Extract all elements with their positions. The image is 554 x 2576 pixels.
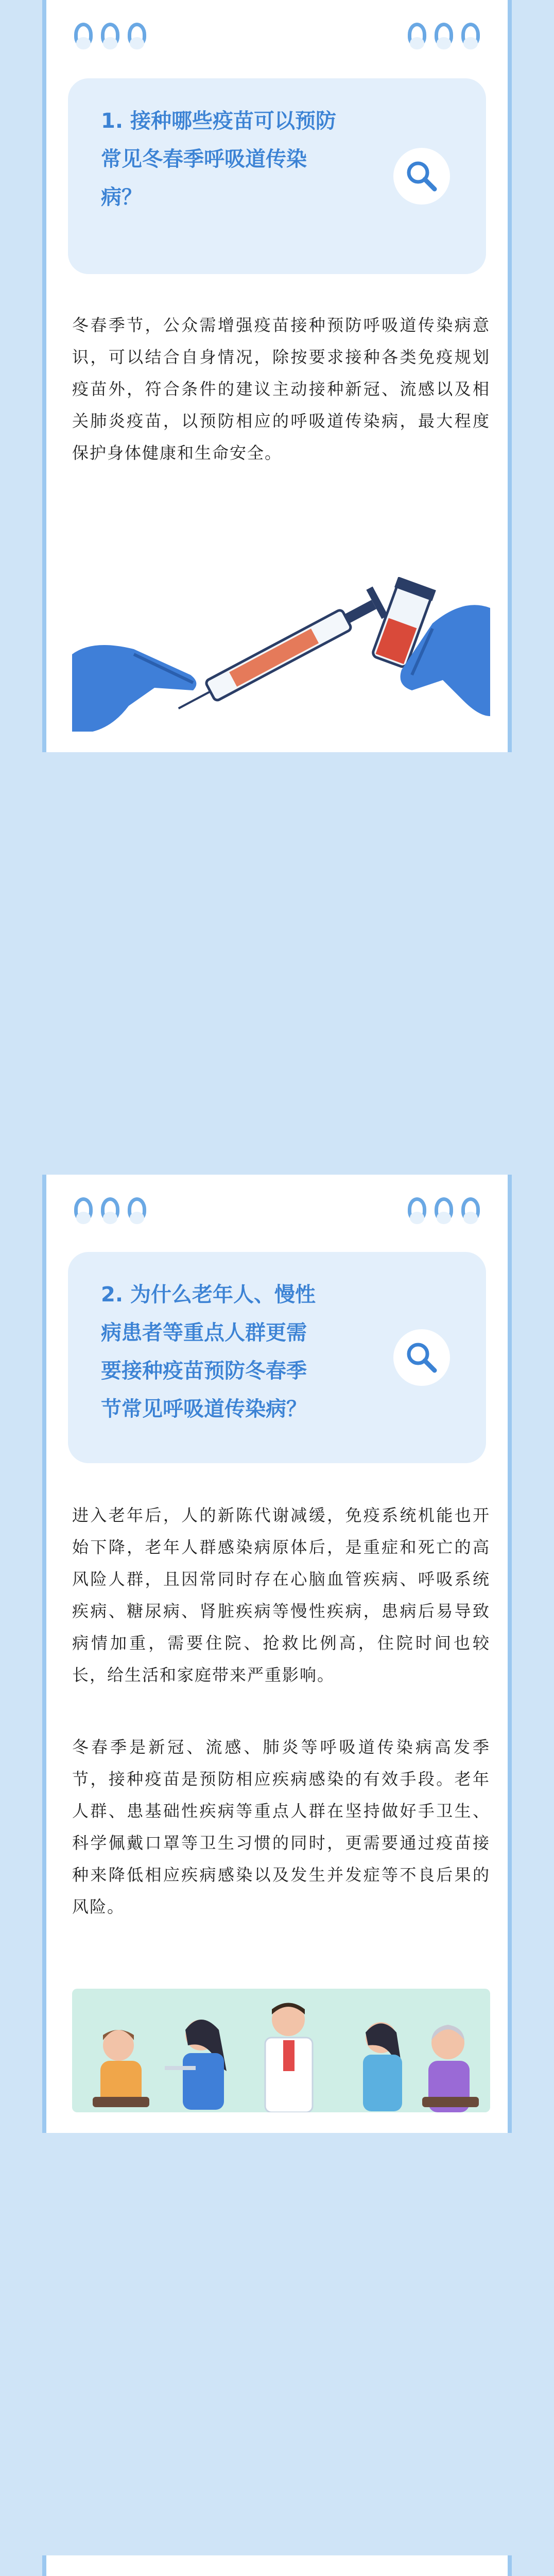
vaccine-syringe-illustration [72, 577, 490, 732]
paragraph-2-2: 冬春季是新冠、流感、肺炎等呼吸道传染病高发季节，接种疫苗是预防相应疾病感染的有效手段。老年人群、患基础性疾病等重点人群在坚持做好手卫生、科学佩戴口罩等卫生习惯的同时，更需要通过疫苗接种来降低相应疾病感染以及发生并发症等不良后果的风险。 [72, 1737, 490, 1917]
search-icon [393, 148, 450, 205]
paragraph-1-1: 冬春季节，公众需增强疫苗接种预防呼吸道传染病意识，可以结合自身情况，除按要求接种各类免疫规划疫苗外，符合条件的建议主动接种新冠、流感以及相关肺炎疫苗，以预防相应的呼吸道传染病，最大程度保护身体健康和生命安全。 [72, 315, 490, 463]
binder-ring-icon [406, 1197, 428, 1228]
binder-ring-icon [126, 23, 148, 54]
question-box-1 [68, 78, 486, 274]
card-section-1 [42, 0, 512, 752]
binder-ring-icon [99, 23, 122, 54]
vaccination-clinic-illustration [72, 1989, 490, 2112]
binder-ring-icon [432, 1197, 455, 1228]
binder-ring-icon [99, 1197, 122, 1228]
binder-ring-icon [432, 23, 455, 54]
card-section-3 [42, 2555, 512, 2576]
binder-ring-icon [459, 1197, 482, 1228]
binder-ring-icon [459, 23, 482, 54]
search-icon [393, 1329, 450, 1386]
binder-ring-icon [72, 23, 95, 54]
question-box-2 [68, 1252, 486, 1463]
binder-rings-right [406, 1197, 482, 1228]
binder-rings-right [406, 23, 482, 54]
binder-ring-icon [406, 23, 428, 54]
card-section-2 [42, 1175, 512, 2133]
question-title-2: 2. 为什么老年人、慢性 病患者等重点人群更需 要接种疫苗预防冬春季 节常见呼吸道传染病？ [101, 1283, 316, 1421]
paragraph-2-1: 进入老年后，人的新陈代谢减缓，免疫系统机能也开始下降，老年人群感染病原体后，是重症和死亡的高风险人群，且因常同时存在心脑血管疾病、呼吸系统疾病、糖尿病、肾脏疾病等慢性疾病，患病后易导致病情加重，需要住院、抢救比例高，住院时间也较长，给生活和家庭带来严重影响。 [72, 1505, 490, 1685]
question-title-1: 1. 接种哪些疫苗可以预防 常见冬春季呼吸道传染 病？ [101, 109, 336, 209]
binder-rings-left [72, 1197, 148, 1228]
binder-ring-icon [72, 1197, 95, 1228]
binder-rings-left [72, 23, 148, 54]
binder-ring-icon [126, 1197, 148, 1228]
